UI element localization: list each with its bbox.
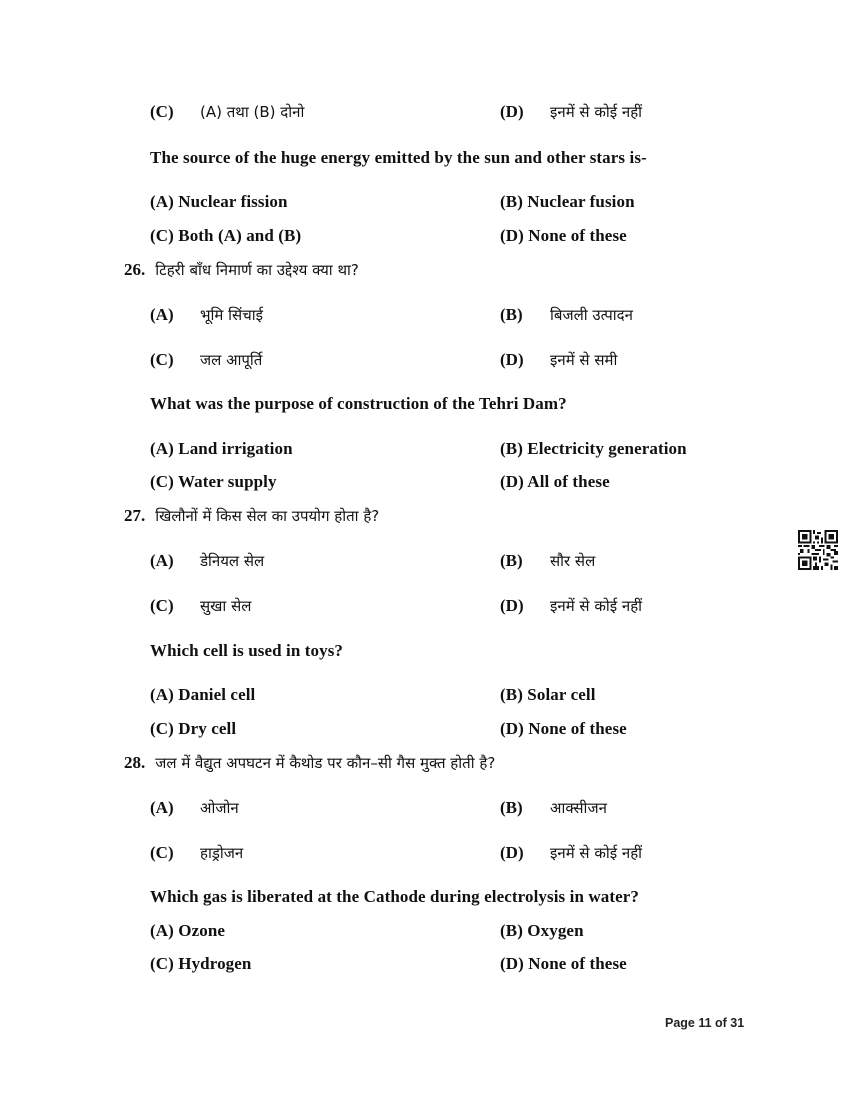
q25-english-option-b: (B) Nuclear fusion <box>500 192 635 211</box>
q25-english-option-a: (A) Nuclear fission <box>150 192 288 211</box>
q26-hindi-option-c <box>150 350 262 370</box>
option-label: (B) <box>500 798 523 817</box>
q26-hindi-question <box>124 260 359 280</box>
option-text: भूमि सिंचाई <box>200 306 263 324</box>
q28-english-question: Which gas is liberated at the Cathode during electrolysis in water? <box>150 887 639 906</box>
q27-hindi-option-a <box>150 551 264 571</box>
q28-english-option-a: (A) Ozone <box>150 921 226 940</box>
q28-hindi-option-c <box>150 843 243 863</box>
q27-hindi-option-b <box>500 551 595 571</box>
q25-english-question: The source of the huge energy emitted by the sun and other stars is- <box>150 148 647 167</box>
option-label: (D) <box>500 843 524 862</box>
option-text: बिजली उत्पादन <box>550 306 633 324</box>
q27-hindi-option-c <box>150 596 251 616</box>
page-number: Page 11 of 31 <box>665 1016 745 1030</box>
q26-english-option-c: (C) Water supply <box>150 472 277 491</box>
q28-english-option-c: (C) Hydrogen <box>150 954 252 973</box>
option-label: (D) <box>500 102 524 121</box>
question-text: खिलौनों में किस सेल का उपयोग होता है? <box>155 507 380 525</box>
q27-hindi-option-d <box>500 596 642 616</box>
q28-hindi-option-d <box>500 843 642 863</box>
q26-english-option-b: (B) Electricity generation <box>500 439 687 458</box>
q25-hindi-option-d <box>500 102 642 122</box>
q27-english-option-b: (B) Solar cell <box>500 685 596 704</box>
q28-english-option-d: (D) None of these <box>500 954 627 973</box>
option-text: जल आपूर्ति <box>200 351 263 369</box>
qr-code-icon <box>798 530 838 570</box>
q27-english-option-a: (A) Daniel cell <box>150 685 256 704</box>
q27-english-question: Which cell is used in toys? <box>150 641 344 660</box>
question-number: 26. <box>124 260 146 279</box>
option-text: (A) तथा (B) दोनो <box>200 103 305 121</box>
option-label: (C) <box>150 350 174 369</box>
option-text: इनमें से कोई नहीं <box>550 844 643 862</box>
option-text: इनमें से समी <box>550 351 618 369</box>
q26-hindi-option-b <box>500 305 633 325</box>
option-text: डेनियल सेल <box>200 552 265 570</box>
option-label: (B) <box>500 305 523 324</box>
q28-english-option-b: (B) Oxygen <box>500 921 584 940</box>
q28-hindi-option-a <box>150 798 239 818</box>
question-text: जल में वैद्युत अपघटन में कैथोड पर कौन–सी गैस मुक्त होती है? <box>155 754 496 772</box>
q26-english-option-d: (D) All of these <box>500 472 610 491</box>
q28-hindi-option-b <box>500 798 607 818</box>
option-label: (A) <box>150 305 174 324</box>
q28-hindi-question <box>124 753 495 773</box>
option-label: (A) <box>150 798 174 817</box>
option-text: सौर सेल <box>550 552 596 570</box>
question-number: 28. <box>124 753 146 772</box>
q27-hindi-question <box>124 506 379 526</box>
q27-english-option-c: (C) Dry cell <box>150 719 237 738</box>
option-text: ओजोन <box>200 799 239 817</box>
q25-english-option-d: (D) None of these <box>500 226 627 245</box>
option-label: (D) <box>500 596 524 615</box>
q26-hindi-option-d <box>500 350 617 370</box>
option-text: आक्सीजन <box>550 799 607 817</box>
option-label: (D) <box>500 350 524 369</box>
option-label: (C) <box>150 102 174 121</box>
option-label: (C) <box>150 596 174 615</box>
q26-english-question: What was the purpose of construction of the Tehri Dam? <box>150 394 567 413</box>
question-number: 27. <box>124 506 146 525</box>
q25-hindi-option-c <box>150 102 304 122</box>
question-text: टिहरी बाँध निमार्ण का उद्देश्य क्या था? <box>155 261 359 279</box>
option-text: इनमें से कोई नहीं <box>550 103 643 121</box>
q26-hindi-option-a <box>150 305 263 325</box>
option-label: (C) <box>150 843 174 862</box>
q25-english-option-c: (C) Both (A) and (B) <box>150 226 302 245</box>
option-text: इनमें से कोई नहीं <box>550 597 643 615</box>
option-label: (A) <box>150 551 174 570</box>
q26-english-option-a: (A) Land irrigation <box>150 439 293 458</box>
q27-english-option-d: (D) None of these <box>500 719 627 738</box>
option-text: हाड्रोजन <box>200 844 244 862</box>
option-text: सुखा सेल <box>200 597 252 615</box>
option-label: (B) <box>500 551 523 570</box>
